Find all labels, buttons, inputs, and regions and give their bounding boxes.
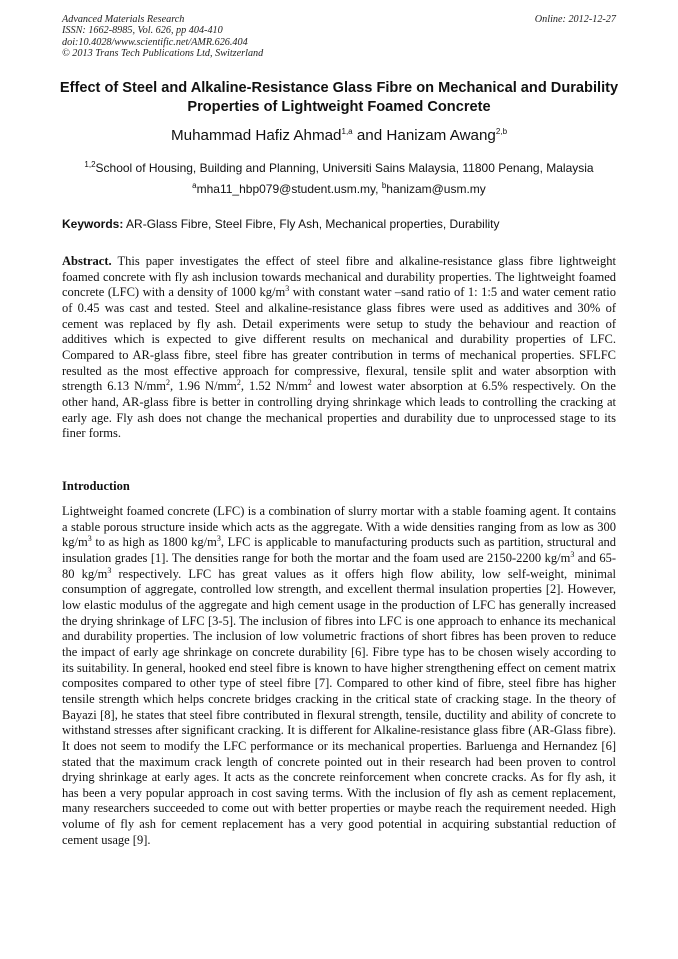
intro-text-5: respectively. LFC has great values as it offers high flow ability, low self-weight, minimal consumption of aggregate, controlled low strength, and excellent thermal insulation properties [2]. However, low elastic modulus of the aggregate and high cement usage in the production of LFC has generally increased the drying shrinkage of LFC [3-5]. The inclusion of fibres into LFC is one approach to enhance its mechanical and durability properties. The inclusion of low volumetric fractions of short fibres has been proven to reduce the impact of early age shrinkage on concrete durability [6]. Fibre type has to be chosen wisely according to its suitability. In general, hooked end steel fibre is known to have higher strengthening effect on cement matrix composites compared to other type of steel fibre [7]. Compared to other kind of fibre, steel fibre has higher tensile strength which helps concrete bridges cracking in the critical state of cracking stage. In the theory of Bayazi [8], he states that steel fibre contributed in flexural strength, tensile, ductility and ability of concrete to withstand stresses after significant cracking. It is different for Alkaline-resistance glass fibre (AR-Glass fibre). It does not seem to modify the LFC performance or its mechanical properties. Barluenga and Hernandez [6] stated that the maximum crack length of concrete pointed out in their research had been proven to control drying shrinkage at early ages. It acts as the concrete reinforcement when concrete cracks. As for fly ash, it has been a very popular approach in cost saving terms. With the inclusion of fly ash as cement replacement, many researchers succeeded to come out with better properties or maybe reach the requirement needed. High volume of fly ash for cement replacement has a very good potential in acquiring substantial reduction of cement usage [9]. — [62, 566, 617, 847]
abstract-sup-3: 2 — [236, 378, 241, 388]
abstract-sup-2: 2 — [166, 378, 171, 388]
author-1-superscript: 1,a — [341, 126, 353, 136]
author-2-superscript: 2,b — [495, 126, 508, 136]
author-1: Muhammad Hafiz Ahmad — [170, 127, 342, 144]
affiliation — [40, 160, 638, 177]
intro-sup-1: 3 — [87, 534, 92, 544]
journal-header — [62, 14, 616, 60]
paper-title: Effect of Steel and Alkaline-Resistance Glass Fibre on Mechanical and Durability Properties of Lightweight Foamed Concrete — [59, 80, 619, 115]
email-a: mha11_hbp079@student.usm.my, — [196, 182, 382, 196]
intro-text-4: and 65-80 kg/m — [62, 550, 616, 581]
journal-copyright: © 2013 Trans Tech Publications Ltd, Switzerland — [62, 48, 264, 60]
email-b-superscript: b — [381, 181, 387, 190]
introduction-body — [62, 504, 616, 848]
author-2: Hanizam Awang — [386, 127, 496, 144]
abstract-label: Abstract. — [62, 254, 112, 268]
abstract-text-3: , 1.96 N/mm — [170, 379, 237, 394]
journal-issn: ISSN: 1662-8985, Vol. 626, pp 404-410 — [62, 25, 223, 37]
intro-text-1: Lightweight foamed concrete (LFC) is a combination of slurry mortar with a stable foaming agent. It contains a stable porous structure inside which acts as the aggregate. With a wide densities ranging from as low as 300 kg/m — [62, 504, 616, 550]
abstract — [62, 254, 616, 442]
email-line — [40, 181, 638, 198]
intro-sup-2: 3 — [216, 534, 221, 544]
intro-sup-3: 3 — [570, 549, 575, 559]
journal-doi: doi:10.4028/www.scientific.net/AMR.626.404 — [62, 36, 248, 48]
keywords-text: AR-Glass Fibre, Steel Fibre, Fly Ash, Mechanical properties, Durability — [123, 217, 500, 231]
affiliation-text: School of Housing, Building and Planning, Universiti Sains Malaysia, 11800 Penang, Malaysia — [95, 161, 594, 175]
abstract-sup-4: 2 — [307, 378, 312, 388]
abstract-text-2: with constant water –sand ratio of 1: 1:5 and water cement ratio of 0.45 was cast and tested. Steel and alkaline-resistance glass fibres were used as additives and 30% of cement was replaced by fly ash. Detail experiments were setup to study the behaviour and reaction of additives which is expected to give different results on mechanical and durability properties of LFC. Compared to AR-glass fibre, steel fibre has greater contribution in terms of mechanical properties. SFLFC resulted as the most effective approach for compressive, flexural, tensile split and water absorption with strength 6.13 N/mm — [62, 285, 616, 394]
introduction-heading: Introduction — [62, 479, 130, 493]
abstract-text-4: , 1.52 N/mm — [240, 379, 308, 394]
online-date: Online: 2012-12-27 — [534, 14, 616, 25]
intro-text-2: to as high as 1800 kg/m — [91, 535, 217, 550]
email-b: hanizam@usm.my — [386, 182, 486, 196]
abstract-sup-1: 3 — [285, 284, 290, 294]
affiliation-superscript: 1,2 — [84, 160, 96, 169]
abstract-text-5: and lowest water absorption at 6.5% respectively. On the other hand, AR-glass fibre is better in controlling drying shrinkage which leads to controlling the cracking at early age. Fly ash does not change the mechanical properties and durability due to unprocessed stage to its finer forms. — [62, 379, 616, 441]
author-conjunction: and — [352, 127, 387, 144]
keywords-label: Keywords: — [62, 217, 124, 231]
abstract-text-1: This paper investigates the effect of steel fibre and alkaline-resistance glass fibre lightweight foamed concrete with fly ash inclusion towards mechanical and durability properties. The lightweight foamed concrete (LFC) with a density of 1000 kg/m — [62, 254, 616, 300]
email-a-superscript: a — [192, 181, 197, 190]
keywords — [62, 216, 616, 233]
intro-text-3: , LFC is applicable to manufacturing products such as partition, structural and insulation grades [1]. The densities range for both the mortar and the foam used are 2150-2200 kg/m — [62, 535, 616, 565]
journal-name: Advanced Materials Research — [62, 14, 185, 25]
intro-sup-4: 3 — [107, 565, 112, 575]
author-line — [40, 126, 638, 146]
